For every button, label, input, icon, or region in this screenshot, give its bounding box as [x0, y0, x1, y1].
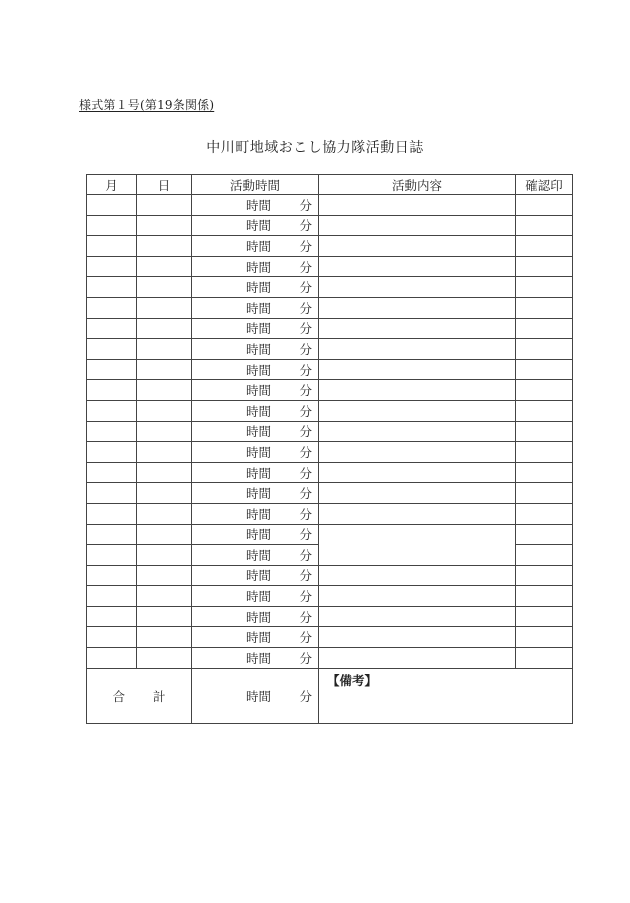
minutes-label: 分: [299, 444, 312, 460]
minutes-label: 分: [299, 465, 312, 481]
minutes-label: 分: [299, 650, 312, 666]
confirmation-seal-cell[interactable]: [516, 195, 573, 216]
activity-content-cell[interactable]: [319, 277, 516, 298]
header-confirmation-seal: 確認印: [516, 175, 573, 195]
total-label-left: 合: [112, 688, 125, 704]
log-row: [87, 421, 573, 442]
activity-content-cell[interactable]: [319, 195, 516, 216]
hours-label: 時間: [246, 300, 272, 316]
confirmation-seal-cell[interactable]: [516, 256, 573, 277]
hours-label: 時間: [246, 424, 272, 440]
confirmation-seal-cell[interactable]: [516, 483, 573, 504]
total-time-cell[interactable]: [192, 668, 319, 723]
activity-content-cell[interactable]: [319, 648, 516, 669]
day-cell[interactable]: [137, 297, 192, 318]
minutes-label: 分: [299, 527, 312, 543]
activity-content-cell[interactable]: [319, 297, 516, 318]
log-row: [87, 565, 573, 586]
log-row: [87, 236, 573, 257]
minutes-label: 分: [299, 403, 312, 419]
activity-time-cell[interactable]: [192, 586, 319, 607]
day-cell[interactable]: [137, 462, 192, 483]
hours-label: 時間: [246, 259, 272, 275]
month-cell[interactable]: [87, 359, 137, 380]
remarks-label: 【備考】: [327, 672, 378, 688]
log-row: [87, 277, 573, 298]
activity-time-cell[interactable]: [192, 483, 319, 504]
activity-content-cell[interactable]: [319, 421, 516, 442]
day-cell[interactable]: [137, 442, 192, 463]
confirmation-seal-cell[interactable]: [516, 215, 573, 236]
month-cell[interactable]: [87, 215, 137, 236]
hours-label: 時間: [246, 609, 272, 625]
hours-label: 時間: [246, 527, 272, 543]
hours-label: 時間: [246, 650, 272, 666]
hours-label: 時間: [246, 547, 272, 563]
activity-content-cell[interactable]: [319, 524, 516, 565]
confirmation-seal-cell[interactable]: [516, 545, 573, 566]
log-body: [87, 195, 573, 724]
hours-label: 時間: [246, 444, 272, 460]
minutes-label: 分: [299, 547, 312, 563]
day-cell[interactable]: [137, 421, 192, 442]
activity-time-cell[interactable]: [192, 606, 319, 627]
month-cell[interactable]: [87, 545, 137, 566]
header-row: [87, 175, 573, 195]
hours-label: 時間: [246, 238, 272, 254]
minutes-label: 分: [299, 424, 312, 440]
confirmation-seal-cell[interactable]: [516, 606, 573, 627]
month-cell[interactable]: [87, 524, 137, 545]
confirmation-seal-cell[interactable]: [516, 297, 573, 318]
log-row: [87, 318, 573, 339]
minutes-label: 分: [299, 341, 312, 357]
day-cell[interactable]: [137, 380, 192, 401]
confirmation-seal-cell[interactable]: [516, 503, 573, 524]
confirmation-seal-cell[interactable]: [516, 380, 573, 401]
month-cell[interactable]: [87, 380, 137, 401]
activity-time-cell[interactable]: [192, 421, 319, 442]
minutes-label: 分: [299, 630, 312, 646]
month-cell[interactable]: [87, 256, 137, 277]
minutes-label: 分: [299, 589, 312, 605]
activity-time-cell[interactable]: [192, 359, 319, 380]
log-row: [87, 524, 573, 545]
log-row: [87, 606, 573, 627]
log-row: [87, 215, 573, 236]
activity-time-cell[interactable]: [192, 277, 319, 298]
minutes-label: 分: [299, 280, 312, 296]
minutes-label: 分: [299, 300, 312, 316]
day-cell[interactable]: [137, 606, 192, 627]
minutes-label: 分: [299, 197, 312, 213]
hours-label: 時間: [246, 197, 272, 213]
log-row: [87, 256, 573, 277]
log-row: [87, 195, 573, 216]
confirmation-seal-cell[interactable]: [516, 359, 573, 380]
log-row: [87, 359, 573, 380]
month-cell[interactable]: [87, 195, 137, 216]
hours-label: 時間: [246, 506, 272, 522]
activity-content-cell[interactable]: [319, 442, 516, 463]
header-day: 日: [137, 175, 192, 195]
log-row: [87, 297, 573, 318]
activity-time-cell[interactable]: [192, 215, 319, 236]
hours-label: 時間: [246, 568, 272, 584]
activity-time-cell[interactable]: [192, 565, 319, 586]
log-row: [87, 339, 573, 360]
month-cell[interactable]: [87, 400, 137, 421]
hours-label: 時間: [246, 403, 272, 419]
activity-time-cell[interactable]: [192, 442, 319, 463]
month-cell[interactable]: [87, 339, 137, 360]
activity-time-cell[interactable]: [192, 195, 319, 216]
total-label-right: 計: [153, 688, 166, 704]
confirmation-seal-cell[interactable]: [516, 236, 573, 257]
activity-time-cell[interactable]: [192, 648, 319, 669]
confirmation-seal-cell[interactable]: [516, 462, 573, 483]
total-row: [87, 668, 573, 723]
day-cell[interactable]: [137, 503, 192, 524]
minutes-label: 分: [299, 259, 312, 275]
hours-label: 時間: [246, 486, 272, 502]
activity-time-cell[interactable]: [192, 380, 319, 401]
activity-content-cell[interactable]: [319, 606, 516, 627]
day-cell[interactable]: [137, 195, 192, 216]
log-row: [87, 442, 573, 463]
total-minutes-label: 分: [299, 688, 312, 704]
activity-time-cell[interactable]: [192, 400, 319, 421]
activity-content-cell[interactable]: [319, 236, 516, 257]
day-cell[interactable]: [137, 545, 192, 566]
activity-content-cell[interactable]: [319, 483, 516, 504]
month-cell[interactable]: [87, 565, 137, 586]
day-cell[interactable]: [137, 524, 192, 545]
hours-label: 時間: [246, 341, 272, 357]
activity-time-cell[interactable]: [192, 462, 319, 483]
minutes-label: 分: [299, 383, 312, 399]
confirmation-seal-cell[interactable]: [516, 648, 573, 669]
activity-content-cell[interactable]: [319, 503, 516, 524]
log-row: [87, 380, 573, 401]
activity-time-cell[interactable]: [192, 318, 319, 339]
confirmation-seal-cell[interactable]: [516, 627, 573, 648]
total-label: [87, 668, 192, 723]
hours-label: 時間: [246, 589, 272, 605]
confirmation-seal-cell[interactable]: [516, 586, 573, 607]
month-cell[interactable]: [87, 503, 137, 524]
minutes-label: 分: [299, 321, 312, 337]
activity-content-cell[interactable]: [319, 318, 516, 339]
month-cell[interactable]: [87, 483, 137, 504]
confirmation-seal-cell[interactable]: [516, 442, 573, 463]
confirmation-seal-cell[interactable]: [516, 318, 573, 339]
activity-time-cell[interactable]: [192, 545, 319, 566]
activity-content-cell[interactable]: [319, 586, 516, 607]
activity-content-cell[interactable]: [319, 359, 516, 380]
day-cell[interactable]: [137, 359, 192, 380]
day-cell[interactable]: [137, 236, 192, 257]
activity-log-table: [86, 174, 573, 724]
activity-content-cell[interactable]: [319, 627, 516, 648]
hours-label: 時間: [246, 465, 272, 481]
activity-time-cell[interactable]: [192, 256, 319, 277]
month-cell[interactable]: [87, 297, 137, 318]
month-cell[interactable]: [87, 277, 137, 298]
hours-label: 時間: [246, 280, 272, 296]
month-cell[interactable]: [87, 606, 137, 627]
form-number: 様式第１号(第19条関係): [79, 98, 215, 112]
activity-content-cell[interactable]: [319, 400, 516, 421]
activity-time-cell[interactable]: [192, 339, 319, 360]
hours-label: 時間: [246, 630, 272, 646]
activity-time-cell[interactable]: [192, 297, 319, 318]
hours-label: 時間: [246, 321, 272, 337]
log-row: [87, 586, 573, 607]
day-cell[interactable]: [137, 318, 192, 339]
confirmation-seal-cell[interactable]: [516, 400, 573, 421]
minutes-label: 分: [299, 218, 312, 234]
hours-label: 時間: [246, 383, 272, 399]
document-title: 中川町地域おこし協力隊活動日誌: [206, 140, 424, 156]
log-row: [87, 400, 573, 421]
log-row: [87, 503, 573, 524]
header-activity-time: 活動時間: [192, 175, 319, 195]
log-row: [87, 627, 573, 648]
day-cell[interactable]: [137, 400, 192, 421]
hours-label: 時間: [246, 362, 272, 378]
day-cell[interactable]: [137, 256, 192, 277]
month-cell[interactable]: [87, 421, 137, 442]
day-cell[interactable]: [137, 586, 192, 607]
minutes-label: 分: [299, 486, 312, 502]
day-cell[interactable]: [137, 339, 192, 360]
confirmation-seal-cell[interactable]: [516, 339, 573, 360]
confirmation-seal-cell[interactable]: [516, 421, 573, 442]
activity-time-cell[interactable]: [192, 524, 319, 545]
month-cell[interactable]: [87, 442, 137, 463]
day-cell[interactable]: [137, 648, 192, 669]
log-row: [87, 648, 573, 669]
activity-content-cell[interactable]: [319, 565, 516, 586]
hours-label: 時間: [246, 218, 272, 234]
minutes-label: 分: [299, 506, 312, 522]
confirmation-seal-cell[interactable]: [516, 565, 573, 586]
activity-content-cell[interactable]: [319, 256, 516, 277]
activity-content-cell[interactable]: [319, 339, 516, 360]
total-hours-label: 時間: [246, 688, 272, 704]
remarks-cell[interactable]: [319, 668, 573, 723]
log-row: [87, 483, 573, 504]
minutes-label: 分: [299, 238, 312, 254]
day-cell[interactable]: [137, 483, 192, 504]
header-month: 月: [87, 175, 137, 195]
month-cell[interactable]: [87, 462, 137, 483]
month-cell[interactable]: [87, 318, 137, 339]
minutes-label: 分: [299, 568, 312, 584]
month-cell[interactable]: [87, 648, 137, 669]
activity-content-cell[interactable]: [319, 215, 516, 236]
activity-content-cell[interactable]: [319, 462, 516, 483]
confirmation-seal-cell[interactable]: [516, 524, 573, 545]
minutes-label: 分: [299, 609, 312, 625]
day-cell[interactable]: [137, 215, 192, 236]
month-cell[interactable]: [87, 586, 137, 607]
minutes-label: 分: [299, 362, 312, 378]
day-cell[interactable]: [137, 627, 192, 648]
activity-time-cell[interactable]: [192, 236, 319, 257]
month-cell[interactable]: [87, 236, 137, 257]
activity-content-cell[interactable]: [319, 380, 516, 401]
day-cell[interactable]: [137, 277, 192, 298]
activity-time-cell[interactable]: [192, 627, 319, 648]
confirmation-seal-cell[interactable]: [516, 277, 573, 298]
month-cell[interactable]: [87, 627, 137, 648]
activity-time-cell[interactable]: [192, 503, 319, 524]
day-cell[interactable]: [137, 565, 192, 586]
log-row: [87, 462, 573, 483]
header-activity-content: 活動内容: [319, 175, 516, 195]
